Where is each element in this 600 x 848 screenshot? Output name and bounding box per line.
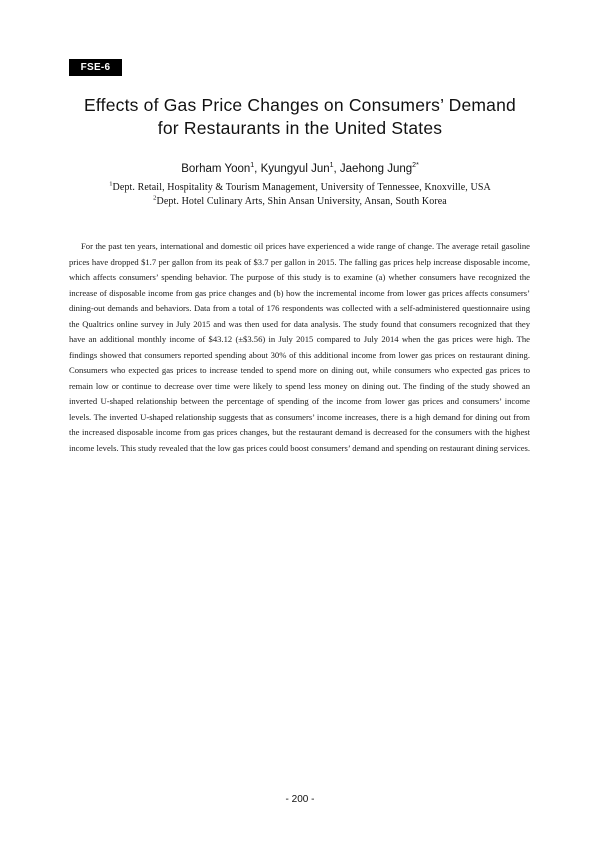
paper-title: [40, 94, 560, 140]
abstract-paragraph: For the past ten years, international and domestic oil prices have experienced a wide range of change. The average retail gasoline prices have dropped $1.7 per gallon from its peak of $3.7 per gallon in 2015. The falling gas prices help increase disposable income, which affects consumers’ spending behavior. The purpose of this study is to examine (a) whether consumers have recognized the increase of disposable income from gas price changes and (b) how the incremental income from lower gas prices affects consumers’ dining-out demands and behaviors. Data from a total of 176 respondents was collected with a self-administered questionnaire using the Qualtrics online survey in July 2015 and was then used for data analysis. The study found that consumers recognized that they have an additional monthly income of $43.12 (±$3.56) in July 2015 compared to July 2014 when the gas prices were high. The findings showed that consumers reported spending about 30% of this additional income from lower gas prices on restaurant dining. Consumers who expected gas prices to increase tended to spend more on dining out, while consumers who expected gas prices to remain low or continue to decrease over time were likely to spend less money on dining out. The finding of the study showed an inverted U-shaped relationship between the percentage of spending of the income from lower gas prices and consumers’ income levels. The inverted U-shaped relationship suggests that as consumers’ income increases, there is a high demand for dining out from the increased disposable income from gas prices changes, but the restaurant demand is decreased for the consumers with the highest income levels. This study revealed that the low gas prices could boost consumers’ demand and spending on restaurant dining services.: [69, 241, 531, 453]
affiliation-2: [40, 195, 560, 208]
author-name: Kyungyul Jun: [260, 163, 330, 175]
title-line-1: Effects of Gas Price Changes on Consumers’ Demand: [84, 95, 516, 115]
author-name: Jaehong Jung: [339, 163, 413, 175]
author-affiliation-mark: 1: [250, 162, 255, 170]
page-number: - 200 -: [285, 794, 315, 805]
author-list: Borham Yoon$^1$, Kyungyul Jun$^1$, Jaehong Jung$^{2*}$: [181, 162, 419, 175]
affiliation-text: Dept. Hotel Culinary Arts, Shin Ansan University, Ansan, South Korea: [156, 196, 447, 207]
author-affiliation-mark: 1: [329, 162, 334, 170]
affiliation-1: [40, 181, 560, 194]
affiliation-mark: 1: [109, 180, 113, 188]
title-line-2: for Restaurants in the United States: [157, 118, 443, 138]
affiliation-text: Dept. Retail, Hospitality & Tourism Management, University of Tennessee, Knoxville, USA: [112, 182, 491, 193]
affiliation-mark: 2: [153, 194, 157, 202]
session-code-badge: FSE-6: [69, 59, 122, 76]
author-affiliation-mark: 2*: [412, 162, 419, 170]
author-name: Borham Yoon: [181, 163, 251, 175]
